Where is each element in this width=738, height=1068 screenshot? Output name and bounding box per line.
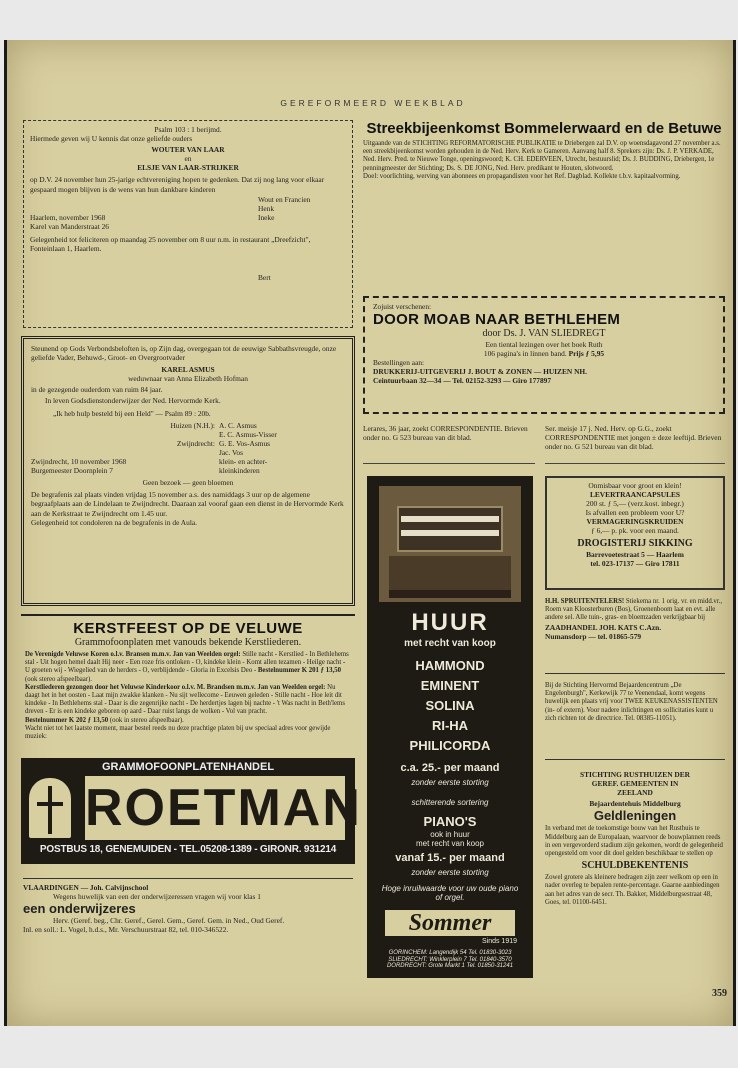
piano-rent: ook in huur (430, 830, 470, 839)
job-requirements: Herv. (Geref. beg., Chr. Geref., Gerel. Gem., Geref. Gem. in Ned., Oud Geref. (53, 916, 285, 926)
obituary-age: in de gezegende ouderdom van ruim 84 jaar. (31, 385, 163, 395)
job-contact: Inl. en soll.: L. Vogel, h.d.s., Mr. Verschuurstraat 82, tel. 010-346522. (23, 925, 229, 935)
obituary-career: In leven Godsdienstonderwijzer der Ned. Hervormde Kerk. (45, 396, 221, 406)
streek-title: Streekbijeenkomst Bommelerwaard en de Betuwe (366, 120, 722, 137)
obituary-quote: „Ik heb hulp besteld bij een Held" — Psalm 89 : 20b. (53, 408, 211, 418)
sommer-organ-ad (367, 476, 533, 978)
jubilee-place: Haarlem, november 1968 (30, 212, 106, 222)
family-row: E. C. Asmus-Visser (219, 429, 277, 439)
drogist-address: Barrevoetestraat 5 — Haarlem (586, 549, 684, 559)
organ-brand-list (367, 656, 533, 756)
christmas-records-ad (21, 614, 362, 894)
family-row: Zwijndrecht: G. E. Vos-Asmus (176, 438, 271, 448)
rusthuizen-ad (545, 770, 725, 984)
sommer-since: Sinds 1919 (481, 938, 517, 945)
jubilee-body: op D.V. 24 november hun 25-jarige echtvereniging hopen te gedenken. Dat zij nog lang voor elkaar gespaard mogen blijven is de wens van hun dankbare kinderen (30, 175, 325, 194)
christmas-subtitle: Grammofoonplaten met vanouds bekende Kerstliederen. (74, 637, 302, 648)
piano-buy: met recht van koop (415, 839, 485, 848)
family-row: Jac. Vos (219, 447, 243, 457)
book-author: door Ds. J. VAN SLIEDREGT (482, 328, 606, 340)
jubilee-name-2: ELSJE VAN LAAR-STRIJKER (137, 163, 239, 173)
rusthuizen-schuldbekentenis: SCHULDBEKENTENIS (581, 860, 689, 872)
family-row: Huizen (N.H.): A. C. Asmus (170, 420, 257, 430)
organ-brand: HAMMOND (415, 658, 485, 673)
choir-1-tracks: Stille nacht - Kerstlied - In Bethlehems stal - Uit hogen hemel daalt Hij neer - Een roze fris ontloken - O, kindeke klein - Komt allen tezamen - Heilge nacht - U groeten wij - Wiegelied van de herders - O, verblijdende - Gloria in Excelsis Deo - (25, 651, 349, 675)
sommer-logo: Sommer (385, 910, 515, 936)
dealer-title: GRAMMOFOONPLATENHANDEL (101, 761, 275, 773)
organ-image (379, 486, 521, 602)
ad-meisje: Ser. meisje 17 j. Ned. Herv. op G.G., zoekt CORRESPONDENTIE met jongen ± deze leeftijd. Brieven onder no. G 521 bureau van dit blad. (545, 424, 725, 464)
drogist-contact: tel. 023-17137 — Giro 17811 (590, 558, 680, 568)
spruit-firm: ZAADHANDEL JOH. KATS C.Azn. (545, 622, 662, 632)
organ-no-deposit: zonder eerste storting (411, 778, 489, 787)
order-number-k202: Bestelnummer K 202 ƒ 13,50 (25, 716, 109, 724)
book-pages: 106 pagina's in linnen band. (483, 349, 567, 359)
drogist-price-2: ƒ 6,— p. pk. voor een maand. (591, 526, 679, 536)
book-ad (363, 296, 725, 414)
order-note-1: (ook stereo afspeelbaar). (25, 675, 92, 683)
rusthuizen-title-2: GEREF. GEMEENTEN IN (591, 779, 679, 789)
book-title: DOOR MOAB NAAR BETHLEHEM (373, 311, 621, 329)
drogist-product-1: LEVERTRAANCAPSULES (589, 490, 681, 500)
rusthuizen-title-3: ZEELAND (617, 788, 653, 798)
publisher-name: DRUKKERIJ-UITGEVERIJ J. BOUT & ZONEN — HUIZEN NH. (373, 367, 588, 377)
organ-assortment: schitterende sortering (411, 798, 489, 807)
order-note-2: (ook in stereo afspeelbaar). (109, 716, 184, 724)
spruitentelers-ad (545, 598, 725, 674)
jubilee-child: Bert (258, 273, 271, 282)
psalm-reference: Psalm 103 : 1 berijmd. (154, 125, 222, 134)
trade-in-note: Hoge inruilwaarde voor uw oude piano of orgel. (381, 884, 519, 902)
organ-brand: EMINENT (420, 678, 480, 693)
streek-goal: Doel: voorlichting, werving van abonnees en propagandisten voor het Ref. Dagblad. Kollekte t.b.v. kapitaalvorming. (363, 172, 681, 180)
church-window-icon (29, 778, 71, 838)
job-title: een onderwijzeres (23, 901, 136, 917)
streek-body: Uitgaande van de STICHTING REFORMATORISCHE PUBLIKATIE te Driebergen zal D.V. op woensdagavond 27 november a.s. een streekbijeenkomst worden gehouden in de Ned. Herv. Kerk te Gameren. Aanvang half 8. Sprekers zijn: Ds. J. P. VERKADE, Ned. Herv. Pred. te Nieuwe Tonge, openingswoord; K. CH. EDERVEEN, Utrecht, bestuurslid; Ds. J. BUDDING, Driebergen, 1e penningmeester der Stichting; Ds. S. DE JONG, Ned. Herv. predikant te Houten, slotwoord. (363, 140, 721, 172)
piano-heading: PIANO'S (423, 814, 477, 829)
jubilee-announcement (23, 120, 353, 328)
organ-brand: PHILICORDA (409, 738, 491, 753)
drogist-name: DROGISTERIJ SIKKING (577, 537, 693, 549)
jubilee-child: Ineke (258, 212, 275, 222)
roetman-banner (21, 758, 362, 864)
spruit-body: Stiekema nr. 1 orig. vr. en midd.vr., Roem van Kloosterburen (Bos), Groenenboom laat en evt. alle andere sel. Alle tuin-, gras- en bloemzaden verkrijgbaar bij (545, 598, 723, 622)
dealer-address: POSTBUS 18, GENEMUIDEN - TEL.05208-1389 - GIRONR. 931214 (39, 844, 337, 855)
jubilee-and: en (184, 154, 192, 164)
drogist-product-2: VERMAGERINGSKRUIDEN (586, 517, 684, 527)
newspaper-page (4, 40, 736, 1026)
rusthuizen-subtitle: Bejaardentehuis Middelburg (589, 799, 681, 809)
order-number-k201: Bestelnummer K 201 ƒ 13,50 (257, 667, 342, 675)
jubilee-address: Karel van Manderstraat 26 (30, 222, 110, 232)
choir-2-heading: Kerstliederen gezongen door het Veluwse Kinderkoor o.l.v. M. Brandsen m.m.v. Jan van Weelden orgel: (25, 683, 326, 691)
obituary-announcement (21, 336, 355, 606)
drogist-line: Onmisbaar voor groot en klein! (588, 481, 682, 490)
rusthuizen-body-1: In verband met de toekomstige bouw van het Rusthuis te Middelburg aan de Europalaan, waarvoor de bouwplannen reeds in een vergevorderd stadium zijn gekomen, wordt de gelegenheid opengesteld om voor dit doel gelden beschikbaar te stellen op (545, 825, 723, 857)
condolence-note: Gelegenheid tot condoleren na de begrafenis in de Aula. (31, 517, 198, 527)
book-description: Een tiental lezingen over het boek Ruth (485, 340, 603, 350)
publisher-contact: Ceintuurbaan 32—34 — Tel. 02152-3293 — Giro 177897 (373, 376, 552, 386)
drogisterij-ad (545, 476, 725, 590)
family-row: Burgemeester Doornplein 7 kleinkinderen (31, 466, 260, 476)
piano-price: vanaf 15.- per maand (395, 852, 505, 864)
piano-no-deposit: zonder eerste storting (411, 868, 489, 877)
family-row: Zwijndrecht, 10 november 1968 klein- en achter- (31, 457, 268, 467)
book-price: Prijs ƒ 5,95 (568, 349, 605, 359)
obituary-widower: weduwnaar van Anna Elizabeth Hofman (128, 374, 248, 384)
page-number: 359 (712, 988, 727, 999)
jubilee-footer: Gelegenheid tot feliciteren op maandag 25 november om 8 uur n.m. in restaurant „Dreefzicht", Fonteinlaan 1, Haarlem. (30, 235, 311, 254)
organ-brand: RI-HA (431, 718, 469, 733)
vlaardingen-job-ad (23, 878, 353, 974)
rusthuizen-title-1: STICHTING RUSTHUIZEN DER (579, 770, 691, 779)
drogist-line: Is afvallen een probleem voor U? (585, 508, 685, 518)
organ-koop: met recht van koop (404, 638, 496, 649)
streekbijeenkomst-notice (363, 120, 725, 290)
obituary-intro: Steunend op Gods Verbondsbeloften is, op Zijn dag, overgegaan tot de eeuwige Sabbathsvreugde, onze geliefde Vader, Behuwd-, Groot- en Overgrootvader (31, 344, 337, 363)
jubilee-name-1: WOUTER VAN LAAR (151, 145, 225, 155)
funeral-details: De begrafenis zal plaats vinden vrijdag 15 november a.s. des namiddags 3 uur op de algemene begraafplaats aan de Lindelaan te Zwijndrecht. Daaraan zal vooraf gaan een dienst in de Hervormde Kerk aan de Kerkstraat te Zwijndrecht om 1.45 uur. (31, 490, 344, 518)
book-just-published: Zojuist verschenen: (373, 302, 432, 311)
jubilee-child: Wout en Francien (258, 194, 311, 204)
choir-1-heading: De Verenigde Veluwse Koren o.l.v. Bransen m.m.v. Jan van Weelden orgel: (25, 651, 241, 658)
order-call: Wacht niet tot het laatste moment, maar bestel reeds nu deze prachtige platen bij uw speciaal adres voor gewijde muziek: (25, 724, 331, 741)
organ-huur: HUUR (411, 609, 489, 636)
obituary-name: KAREL ASMUS (161, 365, 215, 375)
christmas-title: KERSTFEEST OP DE VELUWE (73, 620, 303, 637)
choir-2-tracks: Nu daagt het in het oosten - Laat mijn zwakke klanken - Nu sijt wellecome - Eeuwen geleden - Stille nacht - Hoe leit dit kindeke - In Bethlehems stal - Daar is die zegenrijke nacht - De herdertjes lagen bij nachte - 't Was nacht in Beth'lems dreven - Er is een kindeke geboren op aard - Daar ruist langs de wolken - Vol van pracht. (25, 683, 345, 716)
ad-lerares: Lerares, 36 jaar, zoekt CORRESPONDENTIE. Brieven onder no. G 523 bureau van dit blad. (363, 424, 535, 464)
newspaper-header: GEREFORMEERD WEEKBLAD (280, 98, 466, 108)
no-visit-note: Geen bezoek — geen bloemen (142, 478, 234, 488)
book-order-label: Bestellingen aan: (373, 358, 425, 368)
rusthuizen-heading: Geldleningen (593, 808, 677, 824)
jubilee-intro: Hiermede geven wij U kennis dat onze geliefde ouders (30, 134, 193, 144)
sommer-addresses: GORINCHEM: Langendijk 54 Tel. 01830-3023 SLIEDRECHT: Winklerplein 7 Tel. 01840-3570 DORDRECHT: Grote Markt 1 Tel. 01850-31241 (386, 950, 514, 969)
jubilee-child: Henk (258, 203, 275, 213)
bejaardencentrum-ad: Bij de Stichting Hervormd Bejaardencentrum „De Engelenburgh", Kerkewijk 77 te Veenendaal, komt wegens huwelijk een plaats vrij voor TWEE KEUKENASSISTENTEN (in- of extern). Voor nadere inlichtingen en sollicitaties kunt u zich richten tot de directrice. Tel. 08385-11051). (545, 682, 725, 760)
drogist-price-1: 200 st. ƒ 5,— (verz.kost. inbegr.) (586, 499, 684, 509)
organ-price: c.a. 25.- per maand (400, 762, 500, 774)
rusthuizen-body-2: Zowel grotere als kleinere bedragen zijn zeer welkom op een in nader overleg te bepalen rente-percentage. Gaarne aanbiedingen aan het adres van de secr. Th. Bakker, Middelburgsestraat 48, Goes, tel. 01100-6451. (545, 874, 720, 906)
dealer-logo: ROETMAN (85, 776, 345, 840)
spruit-address: Numansdorp — tel. 01865-579 (545, 631, 642, 641)
school-name: VLAARDINGEN — Joh. Calvijnschool (23, 883, 149, 892)
organ-brand: SOLINA (425, 698, 475, 713)
job-reason: Wegens huwelijk van een der onderwijzeressen vragen wij voor klas 1 (53, 892, 261, 902)
spruit-heading: H.H. SPRUITENTELERS! (545, 598, 625, 605)
